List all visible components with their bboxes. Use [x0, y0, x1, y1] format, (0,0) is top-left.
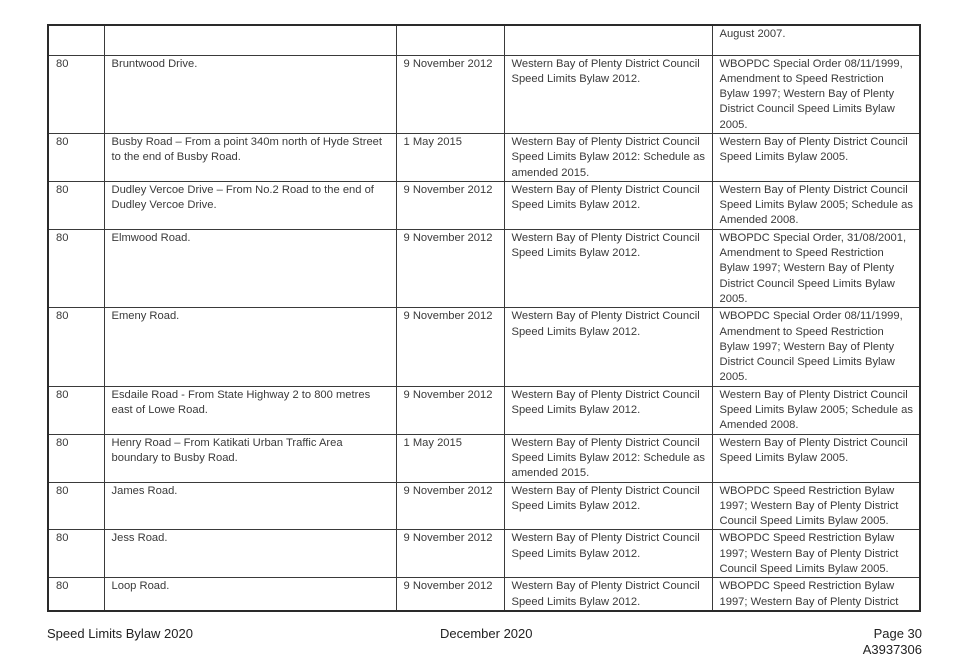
speed-cell: 80	[48, 229, 104, 307]
previous-bylaw-cell: Western Bay of Plenty District Council Speed Limits Bylaw 2005.	[712, 434, 920, 482]
table-row	[48, 181, 920, 229]
page-number: Page 30	[873, 626, 922, 641]
bylaw-cell: Western Bay of Plenty District Council Speed Limits Bylaw 2012: Schedule as amended 2015.	[504, 133, 712, 181]
bylaw-cell: Western Bay of Plenty District Council Speed Limits Bylaw 2012.	[504, 530, 712, 578]
table-row	[48, 482, 920, 530]
road-cell	[104, 25, 396, 55]
bylaw-cell: Western Bay of Plenty District Council Speed Limits Bylaw 2012.	[504, 55, 712, 133]
speed-cell: 80	[48, 530, 104, 578]
bylaw-cell: Western Bay of Plenty District Council Speed Limits Bylaw 2012.	[504, 578, 712, 611]
date-cell: 9 November 2012	[396, 229, 504, 307]
speed-cell: 80	[48, 308, 104, 386]
road-cell: Busby Road – From a point 340m north of Hyde Street to the end of Busby Road.	[104, 133, 396, 181]
date-cell: 9 November 2012	[396, 55, 504, 133]
table-row	[48, 578, 920, 611]
table-row	[48, 434, 920, 482]
road-cell: Emeny Road.	[104, 308, 396, 386]
road-cell: Elmwood Road.	[104, 229, 396, 307]
footer-page-info	[863, 626, 922, 658]
speed-cell: 80	[48, 434, 104, 482]
table-row	[48, 55, 920, 133]
table-row	[48, 530, 920, 578]
previous-bylaw-cell: WBOPDC Speed Restriction Bylaw 1997; Western Bay of Plenty District Council Speed Limits Bylaw 2005.	[712, 530, 920, 578]
date-cell: 1 May 2015	[396, 133, 504, 181]
speed-limits-table	[47, 24, 921, 612]
table-row	[48, 229, 920, 307]
footer-document-title: Speed Limits Bylaw 2020	[47, 626, 193, 641]
speed-cell: 80	[48, 55, 104, 133]
speed-cell: 80	[48, 386, 104, 434]
previous-bylaw-cell: WBOPDC Special Order 08/11/1999, Amendment to Speed Restriction Bylaw 1997; Western Bay of Plenty District Council Speed Limits Bylaw 2005.	[712, 308, 920, 386]
table-row	[48, 133, 920, 181]
table-row	[48, 25, 920, 55]
previous-bylaw-cell: WBOPDC Special Order 08/11/1999, Amendment to Speed Restriction Bylaw 1997; Western Bay of Plenty District Council Speed Limits Bylaw 2005.	[712, 55, 920, 133]
previous-bylaw-cell: WBOPDC Speed Restriction Bylaw 1997; Western Bay of Plenty District Council Speed Limits Bylaw 2005.	[712, 482, 920, 530]
road-cell: Henry Road – From Katikati Urban Traffic Area boundary to Busby Road.	[104, 434, 396, 482]
road-cell: Jess Road.	[104, 530, 396, 578]
date-cell: 9 November 2012	[396, 386, 504, 434]
road-cell: Esdaile Road - From State Highway 2 to 800 metres east of Lowe Road.	[104, 386, 396, 434]
bylaw-cell: Western Bay of Plenty District Council Speed Limits Bylaw 2012.	[504, 181, 712, 229]
date-cell: 9 November 2012	[396, 530, 504, 578]
table-row	[48, 386, 920, 434]
document-reference: A3937306	[862, 642, 922, 657]
bylaw-cell: Western Bay of Plenty District Council Speed Limits Bylaw 2012.	[504, 229, 712, 307]
date-cell: 9 November 2012	[396, 308, 504, 386]
previous-bylaw-cell: WBOPDC Speed Restriction Bylaw 1997; Western Bay of Plenty District	[712, 578, 920, 611]
speed-cell: 80	[48, 482, 104, 530]
bylaw-cell: Western Bay of Plenty District Council Speed Limits Bylaw 2012: Schedule as amended 2015.	[504, 434, 712, 482]
previous-bylaw-cell: Western Bay of Plenty District Council Speed Limits Bylaw 2005.	[712, 133, 920, 181]
previous-bylaw-cell: August 2007.	[712, 25, 920, 55]
table-row	[48, 308, 920, 386]
previous-bylaw-cell: WBOPDC Special Order, 31/08/2001, Amendment to Speed Restriction Bylaw 1997; Western Bay of Plenty District Council Speed Limits Bylaw 2005.	[712, 229, 920, 307]
speed-cell: 80	[48, 181, 104, 229]
road-cell: James Road.	[104, 482, 396, 530]
previous-bylaw-cell: Western Bay of Plenty District Council Speed Limits Bylaw 2005; Schedule as Amended 2008.	[712, 181, 920, 229]
bylaw-cell: Western Bay of Plenty District Council Speed Limits Bylaw 2012.	[504, 386, 712, 434]
date-cell: 9 November 2012	[396, 181, 504, 229]
bylaw-cell: Western Bay of Plenty District Council Speed Limits Bylaw 2012.	[504, 308, 712, 386]
bylaw-cell	[504, 25, 712, 55]
date-cell	[396, 25, 504, 55]
date-cell: 1 May 2015	[396, 434, 504, 482]
bylaw-cell: Western Bay of Plenty District Council Speed Limits Bylaw 2012.	[504, 482, 712, 530]
speed-cell: 80	[48, 578, 104, 611]
speed-cell	[48, 25, 104, 55]
date-cell: 9 November 2012	[396, 482, 504, 530]
previous-bylaw-cell: Western Bay of Plenty District Council Speed Limits Bylaw 2005; Schedule as Amended 2008.	[712, 386, 920, 434]
road-cell: Dudley Vercoe Drive – From No.2 Road to the end of Dudley Vercoe Drive.	[104, 181, 396, 229]
road-cell: Bruntwood Drive.	[104, 55, 396, 133]
road-cell: Loop Road.	[104, 578, 396, 611]
date-cell: 9 November 2012	[396, 578, 504, 611]
footer-date: December 2020	[440, 626, 533, 641]
speed-cell: 80	[48, 133, 104, 181]
